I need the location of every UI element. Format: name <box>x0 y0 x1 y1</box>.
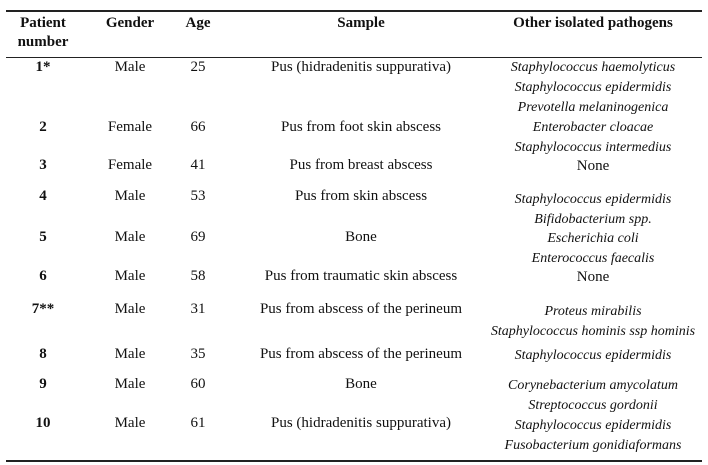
pathogen-entry: Prevotella melaninogenica <box>517 100 669 115</box>
pathogen-entry: Staphylococcus intermedius <box>514 140 672 155</box>
pathogen-entry: Staphylococcus epidermidis <box>514 192 672 207</box>
age-cell: 61 <box>190 415 206 431</box>
gender-cell: Male <box>114 268 146 284</box>
age-cell: 60 <box>190 376 206 392</box>
age-cell: 69 <box>190 229 206 245</box>
gender-cell: Male <box>114 415 146 431</box>
gender-cell: Male <box>114 188 146 204</box>
pathogen-entry: Staphylococcus hominis ssp hominis <box>490 324 696 339</box>
patient-number: 3 <box>39 157 47 173</box>
sample-cell: Pus (hidradenitis suppurativa) <box>271 59 451 75</box>
patient-number: 7** <box>31 301 55 317</box>
age-cell: 25 <box>190 59 206 75</box>
age-cell: 58 <box>190 268 206 284</box>
header-sample: Sample <box>337 15 385 31</box>
table-header <box>6 10 702 60</box>
pathogen-entry: None <box>576 269 610 285</box>
pathogen-entry: Corynebacterium amycolatum <box>508 378 678 393</box>
pathogen-entry: Enterococcus faecalis <box>531 251 655 266</box>
header-age: Age <box>185 15 211 31</box>
pathogen-entry: Staphylococcus epidermidis <box>514 80 672 95</box>
header-patient-number: Patient number <box>17 15 69 50</box>
patient-number: 4 <box>39 188 47 204</box>
patient-number: 6 <box>39 268 47 284</box>
pathogen-entry: Staphylococcus epidermidis <box>514 348 672 363</box>
gender-cell: Male <box>114 346 146 362</box>
pathogen-entry: Staphylococcus epidermidis <box>514 418 672 433</box>
age-cell: 31 <box>190 301 206 317</box>
sample-cell: Bone <box>345 229 377 245</box>
age-cell: 35 <box>190 346 206 362</box>
pathogen-entry: Enterobacter cloacae <box>532 120 654 135</box>
sample-cell: Pus from foot skin abscess <box>281 119 441 135</box>
sample-cell: Pus from abscess of the perineum <box>259 346 463 362</box>
header-gender: Gender <box>105 15 155 31</box>
patient-number: 1* <box>35 59 51 75</box>
pathogen-entry: Streptococcus gordonii <box>528 398 658 413</box>
gender-cell: Male <box>114 229 146 245</box>
age-cell: 53 <box>190 188 206 204</box>
bottom-rule <box>6 460 702 462</box>
gender-cell: Female <box>107 157 153 173</box>
patient-number: 8 <box>39 346 47 362</box>
age-cell: 66 <box>190 119 206 135</box>
gender-cell: Male <box>114 376 146 392</box>
age-cell: 41 <box>190 157 206 173</box>
sample-cell: Pus from skin abscess <box>294 188 428 204</box>
pathogen-entry: Staphylococcus haemolyticus <box>510 60 676 75</box>
gender-cell: Male <box>114 301 146 317</box>
patient-number: 10 <box>35 415 51 431</box>
pathogen-entry: Escherichia coli <box>547 231 639 246</box>
gender-cell: Male <box>114 59 146 75</box>
patient-number: 9 <box>39 376 47 392</box>
sample-cell: Pus (hidradenitis suppurativa) <box>271 415 451 431</box>
pathogen-entry: Fusobacterium gonidiaformans <box>504 438 682 453</box>
sample-cell: Pus from traumatic skin abscess <box>264 268 458 284</box>
header-pathogens: Other isolated pathogens <box>513 15 673 31</box>
patient-number: 2 <box>39 119 47 135</box>
sample-cell: Pus from breast abscess <box>289 157 433 173</box>
pathogen-entry: Bifidobacterium spp. <box>534 212 652 227</box>
pathogen-entry: Proteus mirabilis <box>544 304 642 319</box>
gender-cell: Female <box>107 119 153 135</box>
patient-number: 5 <box>39 229 47 245</box>
pathogen-entry: None <box>576 158 610 174</box>
sample-cell: Pus from abscess of the perineum <box>259 301 463 317</box>
sample-cell: Bone <box>345 376 377 392</box>
